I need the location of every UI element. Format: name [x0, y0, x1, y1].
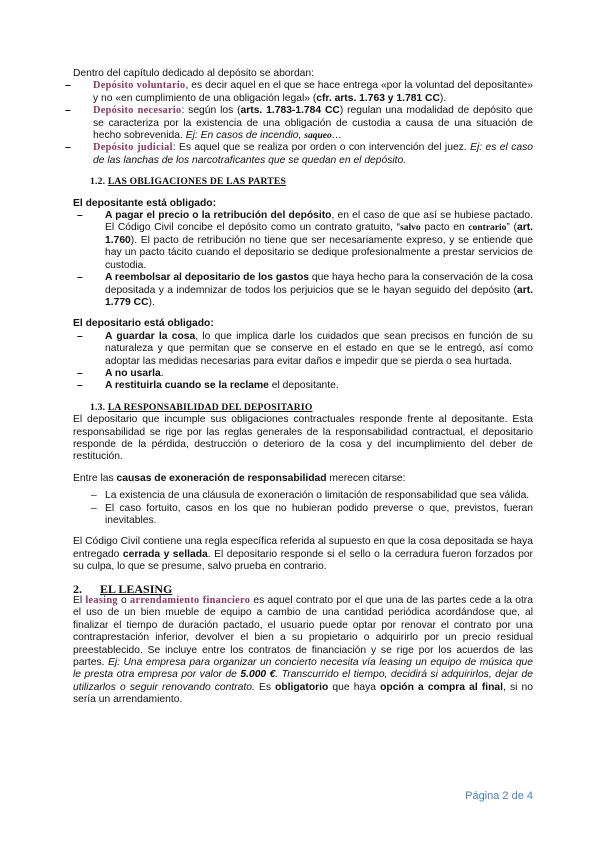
causas-intro: Entre las causas de exoneración de responsabilidad merecen citarse: [73, 472, 406, 484]
section-heading: 1.3. LA RESPONSABILIDAD DEL DEPOSITARIO [90, 401, 313, 413]
list-item: – El caso fortuito, casos en los que no hubieran podido preverse o que, previstos, fueran inevitables. [73, 503, 533, 528]
depositario-list [73, 331, 533, 393]
depositante-list [73, 210, 533, 309]
section-heading: 2. EL LEASING [73, 581, 173, 596]
responsabilidad-paragraph: El depositario que incumple sus obligaciones contractuales responde frente al depositante. Esta responsabilidad se rige por las reglas generales de la responsabilidad contractual, el depositario responde de la pérdida, destrucción o deterioro de la cosa y del incumplimiento del deber de restitución. [73, 414, 533, 463]
page-number: Página 2 de 4 [465, 790, 533, 802]
list-item: – A pagar el precio o la retribución del depósito, en el caso de que así se hubiese pactado. El Código Civil concibe el depósito como un contrato gratuito, “salvo pacto en contrario” (art. 1.760). El pacto de retribución no tiene que ser necesariamente expreso, y se entiende que hay un pacto tácito cuando el depositario se dedique profesionalmente a prestar servicios de custodia. [73, 210, 533, 272]
term-highlight: Depósito voluntario [93, 80, 186, 92]
list-item: – Depósito necesario: según los (arts. 1.783-1.784 CC) regulan una modalidad de depósito que se caracteriza por la existencia de una obligación de custodia a causa de una situación de hecho sobrevenida. Ej: En casos de incendio, saqueo… [73, 105, 533, 142]
deposit-types-list [73, 80, 533, 167]
list-item: – Depósito judicial: Es aquel que se realiza por orden o con intervención del juez. Ej: es el caso de las lanchas de los narcotraficantes que se quedan en el depósito. [73, 142, 533, 167]
list-item: – Depósito voluntario, es decir aquel en el que se hace entrega «por la voluntad del depositante» y no «en cumplimiento de una obligación legal» (cfr. arts. 1.763 y 1.781 CC). [73, 80, 533, 105]
list-item: – La existencia de una cláusula de exoneración o limitación de responsabilidad que sea válida. [73, 490, 533, 502]
section-heading: 1.2. LAS OBLIGACIONES DE LAS PARTES [90, 176, 287, 188]
codigo-paragraph: El Código Civil contiene una regla específica referida al supuesto en que la cosa depositada se haya entregado cerrada y sellada. El depositario responde si el sello o la cerradura fueron forzados por su culpa, lo que se presume, salvo prueba en contrario. [73, 536, 533, 573]
list-item: – A reembolsar al depositario de los gastos que haya hecho para la conservación de la cosa depositada y a indemnizar de todos los perjuicios que se le hayan seguido del depósito (art. 1.779 CC). [73, 272, 533, 309]
list-item: – A no usarla. [73, 368, 533, 380]
list-item: – A restituirla cuando se la reclame el depositante. [73, 380, 533, 392]
term-highlight: Depósito necesario [93, 105, 182, 117]
causas-list [73, 490, 533, 527]
document-page [73, 68, 533, 707]
depositario-heading: El depositario está obligado: [73, 318, 214, 330]
list-item: – A guardar la cosa, lo que implica darle los cuidados que sean precisos en función de su naturaleza y que permitan que se conserve en el estado en que se le entregó, así como adoptar las medidas necesarias para evitar daños e impedir que se pierda o sea hurtada. [73, 331, 533, 368]
depositante-heading: El depositante está obligado: [73, 197, 217, 209]
intro-text: Dentro del capítulo dedicado al depósito se abordan: [73, 68, 315, 79]
leasing-paragraph: El leasing o arrendamiento financiero es aquel contrato por el que una de las partes cede a la otra el uso de un bien mueble de equipo a cambio de una cantidad periódica acordándose que, al finalizar el tiempo de duración pactado, el usuario puede optar por renovar el contrato por una contraprestación inferior, devolver el bien a su propietario o adquirirlo por un precio residual preestablecido. Se incluye entre los contratos de financiación y se rige por los acuerdos de las partes. Ej: Una empresa para organizar un concierto necesita vía leasing un equipo de música que le presta otra empresa por valor de 5.000 €. Transcurrido el tiempo, decidirá si adquirirlos, dejar de utilizarlos o seguir renovando contrato. Es obligatorio que haya opción a compra al final, si no sería un arrendamiento. [73, 595, 533, 706]
term-highlight: Depósito judicial [93, 142, 173, 154]
